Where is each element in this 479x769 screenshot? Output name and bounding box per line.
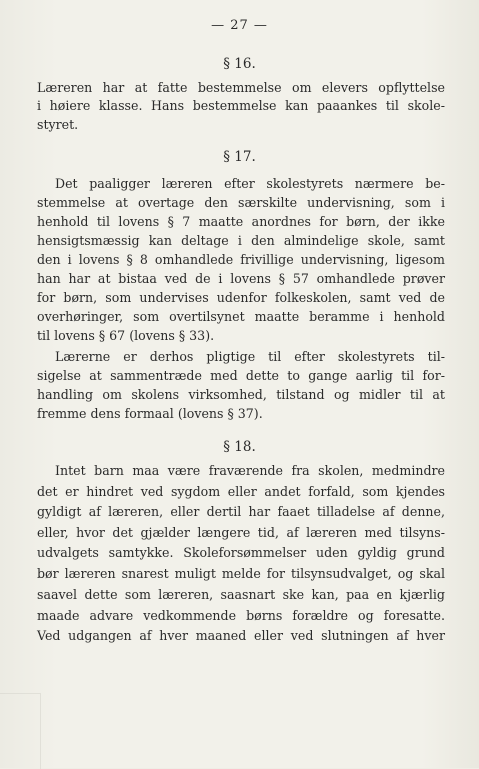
paragraph-line: han har at bistaa ved de i lovens § 57 omhandlede prøver [37, 271, 445, 286]
paragraph-line: i høiere klasse. Hans bestemmelse kan paaankes til skole- [37, 98, 445, 113]
section-heading-16: § 16. [223, 56, 256, 72]
paragraph-line: gyldigt af læreren, eller dertil har faaet tilladelse af denne, [37, 504, 445, 519]
paragraph-line: til lovens § 67 (lovens § 33). [37, 328, 215, 343]
paragraph-line: stemmelse at overtage den særskilte undervisning, som i [37, 195, 445, 210]
section-heading-18: § 18. [223, 439, 256, 455]
paragraph-line: saavel dette som læreren, saasnart ske kan, paa en kjærlig [37, 587, 445, 602]
paragraph-line: det er hindret ved sygdom eller andet forfald, som kjendes [37, 484, 445, 499]
paragraph-line: Lærerne er derhos pligtige til efter skolestyrets til- [55, 349, 445, 364]
paragraph-line: den i lovens § 8 omhandlede frivillige undervisning, ligesom [37, 252, 445, 267]
paragraph-line: Intet barn maa være fraværende fra skolen, medmindre [55, 463, 445, 478]
paragraph-line: Ved udgangen af hver maaned eller ved slutningen af hver [37, 628, 445, 643]
paragraph-line: overhøringer, som overtilsynet maatte beramme i henhold [37, 309, 445, 324]
paragraph-line: Det paaligger læreren efter skolestyrets nærmere be- [55, 176, 445, 191]
paragraph-line: styret. [37, 117, 79, 132]
paragraph-line: bør læreren snarest muligt melde for tilsynsudvalget, og skal [37, 566, 445, 581]
paragraph-line: udvalgets samtykke. Skoleforsømmelser uden gyldig grund [37, 545, 445, 560]
paragraph-line: fremme dens formaal (lovens § 37). [37, 406, 263, 421]
paragraph-line: sigelse at sammentræde med dette to gange aarlig til for- [37, 368, 445, 383]
page-number: — 27 — [211, 18, 268, 33]
paragraph-line: for børn, som undervises udenfor folkeskolen, samt ved de [37, 290, 445, 305]
section-heading-17: § 17. [223, 149, 256, 165]
paragraph-line: handling om skolens virksomhed, tilstand og midler til at [37, 387, 445, 402]
paragraph-line: maade advare vedkommende børns forældre og foresatte. [37, 608, 445, 623]
page-corner-shadow [0, 693, 41, 769]
paragraph-line: Læreren har at fatte bestemmelse om elevers opflyttelse [37, 80, 445, 95]
paragraph-line: henhold til lovens § 7 maatte anordnes for børn, der ikke [37, 214, 445, 229]
paragraph-line: hensigtsmæssig kan deltage i den almindelige skole, samt [37, 233, 445, 248]
paragraph-line: eller, hvor det gjælder længere tid, af læreren med tilsyns- [37, 525, 445, 540]
